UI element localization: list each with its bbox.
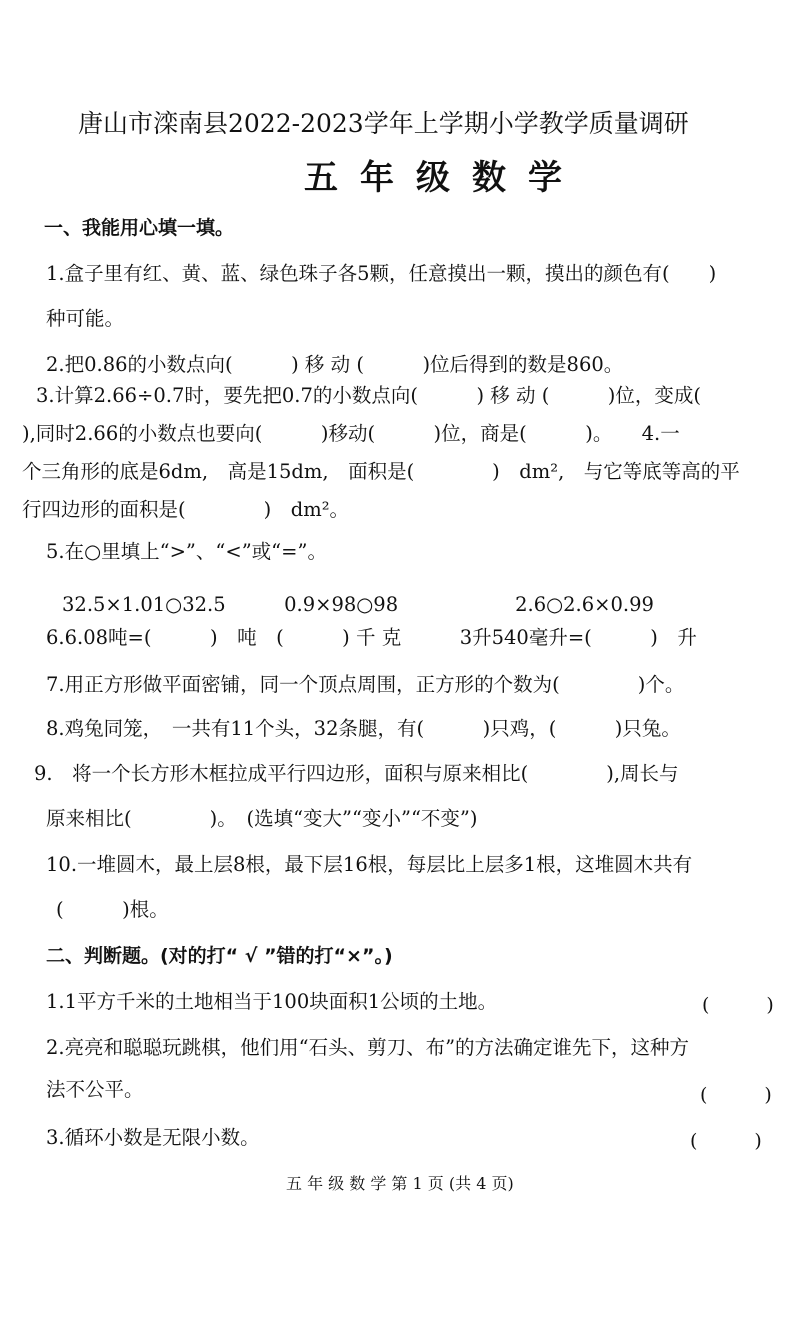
question-line: 种可能。: [46, 307, 125, 330]
question-line: 行四边形的面积是( ) dm²。: [22, 498, 350, 521]
answer-paren: ( ): [690, 1130, 762, 1152]
question-line: 5.在○里填上“>”、“<”或“=”。: [46, 540, 327, 563]
question-line: 9. 将一个长方形木框拉成平行四边形，面积与原来相比( ),周长与: [34, 762, 679, 785]
answer-paren: ( ): [702, 994, 774, 1016]
question-line: 10.一堆圆木，最上层8根，最下层16根，每层比上层多1根，这堆圆木共有: [46, 853, 693, 876]
question-line: 2.把0.86的小数点向( ) 移 动 ( )位后得到的数是860。: [46, 353, 624, 376]
question-line: 2.亮亮和聪聪玩跳棋，他们用“石头、剪刀、布”的方法确定谁先下，这种方: [46, 1036, 690, 1059]
question-line: 法不公平。: [46, 1078, 144, 1101]
answer-paren: ( ): [700, 1084, 772, 1106]
question-line: ),同时2.66的小数点也要向( )移动( )位，商是( )。 4.一: [22, 422, 680, 445]
question-line: 6.6.08吨=( ) 吨 ( ) 千 克 3升540毫升=( ) 升: [46, 626, 697, 649]
question-line: ( )根。: [56, 898, 169, 921]
page-footer: 五 年 级 数 学 第 1 页 (共 4 页): [286, 1174, 514, 1193]
question-line: 1.1平方千米的土地相当于100块面积1公顷的土地。: [46, 990, 498, 1013]
exam-title: 唐山市滦南县2022-2023学年上学期小学教学质量调研: [78, 109, 689, 138]
question-line: 原来相比( )。 (选填“变大”“变小”“不变”): [46, 807, 478, 830]
subject-title: 五年级数学: [304, 158, 584, 198]
question-line: 个三角形的底是6dm, 高是15dm, 面积是( ) dm², 与它等底等高的平: [22, 460, 740, 483]
question-line: 1.盒子里有红、黄、蓝、绿色珠子各5颗，任意摸出一颗，摸出的颜色有( ): [46, 262, 717, 285]
question-line: 8.鸡兔同笼， 一共有11个头，32条腿，有( )只鸡，( )只兔。: [46, 717, 681, 740]
question-line: 3.计算2.66÷0.7时，要先把0.7的小数点向( ) 移 动 ( )位，变成(: [36, 384, 702, 407]
section1-heading: 一、我能用心填一填。: [44, 217, 235, 239]
section2-heading: 二、判断题。(对的打“ √ ”错的打“×”。): [46, 945, 393, 967]
question-line: 3.循环小数是无限小数。: [46, 1126, 260, 1149]
question-line: 32.5×1.01○32.5 0.9×98○98 2.6○2.6×0.99: [62, 593, 654, 616]
question-line: 7.用正方形做平面密铺，同一个顶点周围，正方形的个数为( )个。: [46, 673, 685, 696]
